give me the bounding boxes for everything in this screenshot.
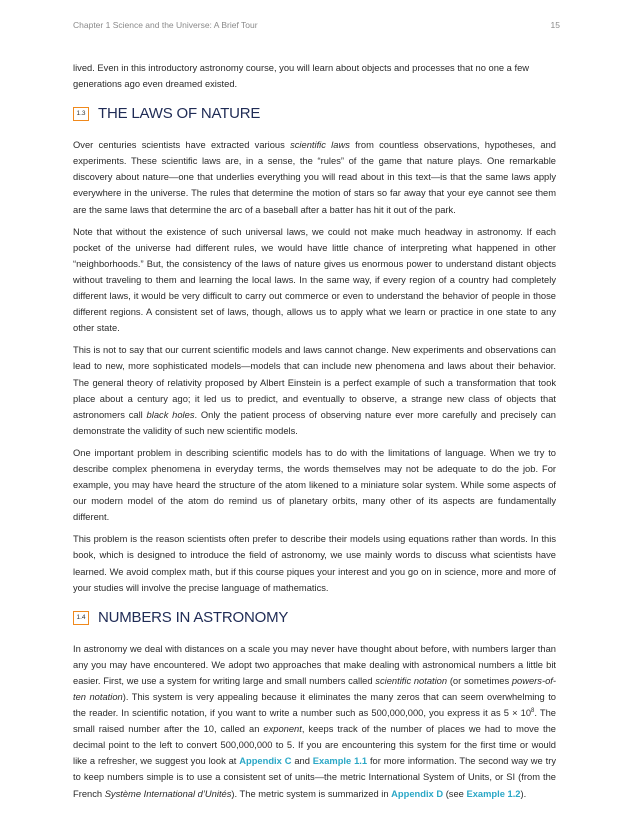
link-appendix-c[interactable]: Appendix C: [239, 756, 292, 767]
paragraph: Over centuries scientists have extracted various scientific laws from countless observations, hypotheses, and experiments. These scientific laws are, in a sense, the “rules” of the game that nature plays. One remarkable discovery about nature—one that underlies everything you will read about in this text—is that the same laws apply everywhere in the universe. The rules that determine the motion of stars so far away that your eye cannot see them are the same laws that determine the arc of a baseball after a batter has hit it out of the park.: [73, 140, 556, 215]
link-example-1-2[interactable]: Example 1.2: [466, 788, 521, 799]
intro-paragraph: lived. Even in this introductory astronomy course, you will learn about objects and processes that no one a few generations ago even dreamed existed.: [73, 63, 530, 90]
running-header: [73, 20, 560, 34]
paragraph: This is not to say that our current scientific models and laws cannot change. New experiments and observations can lead to new, more sophisticated models—models that can include new phenomena and laws about their behavior. The general theory of relativity proposed by Albert Einstein is a perfect example of such a transformation that took place about a century ago; it led us to predict, and eventually to observe, a strange new class of objects that astronomers call black holes. Only the patient process of observing nature ever more carefully and precisely can demonstrate the validity of such new scientific models.: [73, 345, 556, 436]
section-number-badge: 1.3: [73, 107, 89, 121]
section-heading-1-4: [73, 609, 556, 627]
link-example-1-1[interactable]: Example 1.1: [312, 756, 368, 767]
section-title: THE LAWS OF NATURE: [98, 105, 261, 123]
exponent: 8: [531, 707, 535, 714]
paragraph: One important problem in describing scientific models has to do with the limitations of language. When we try to describe complex phenomena in everyday terms, the words themselves may not be adequate to do the job. For example, you may have heard the structure of the atom likened to a miniature solar system. While some aspects of our modern model of the atom do remind us of planetary orbits, many other of its aspects are fundamentally different.: [73, 447, 556, 523]
section-heading-1-3: [73, 105, 556, 123]
section-number-badge: 1.4: [73, 611, 89, 625]
page-number: 15: [550, 20, 560, 30]
link-appendix-d[interactable]: Appendix D: [391, 788, 444, 799]
paragraph: Note that without the existence of such universal laws, we could not make much headway in astronomy. If each pocket of the universe had different rules, we would have little chance of interpreting what happened in other “neighborhoods.” But, the consistency of the laws of nature gives us enormous power to understand distant objects without traveling to them and learning the local laws. In the same way, if every region of a country had completely different laws, it would be very difficult to carry out commerce or even to understand the behavior of people in those different regions. A consistent set of laws, though, allows us to apply what we learn or practice in one state to any other state.: [73, 226, 556, 334]
chapter-title: Chapter 1 Science and the Universe: A Brief Tour: [73, 20, 258, 30]
paragraph: This problem is the reason scientists often prefer to describe their models using equations rather than words. In this book, which is designed to introduce the field of astronomy, we use mainly words to discuss what scientists have learned. We avoid complex math, but if this course piques your interest and you go on in science, more and more of your studies will involve the precise language of mathematics.: [73, 534, 556, 593]
page-body: [73, 60, 556, 808]
paragraph: In astronomy we deal with distances on a scale you may never have thought about before, with numbers larger than any you may have encountered. We adopt two approaches that make dealing with astronomical numbers a little bit easier. First, we use a system for writing large and small numbers called scientific notation (or sometimes powers-of-ten notation). This system is very appealing because it eliminates the many zeros that can seem overwhelming to the reader. In scientific notation, if you want to write a number such as 500,000,000, you express it as $5 \times 10^8$. The small raised number after the 10, called an exponent, keeps track of the number of places we had to move the decimal point to the left to convert 500,000,000 to 5. If you are encountering this system for the first time or would like a refresher, we suggest you look at Appendix C and Example 1.1 for more information. The second way we try to keep numbers simple is to use a consistent set of units—the metric International System of Units, or SI (from the French Système International d’Unités). The metric system is summarized in Appendix D (see Example 1.2).: [73, 643, 557, 799]
section-title: NUMBERS IN ASTRONOMY: [98, 608, 289, 626]
